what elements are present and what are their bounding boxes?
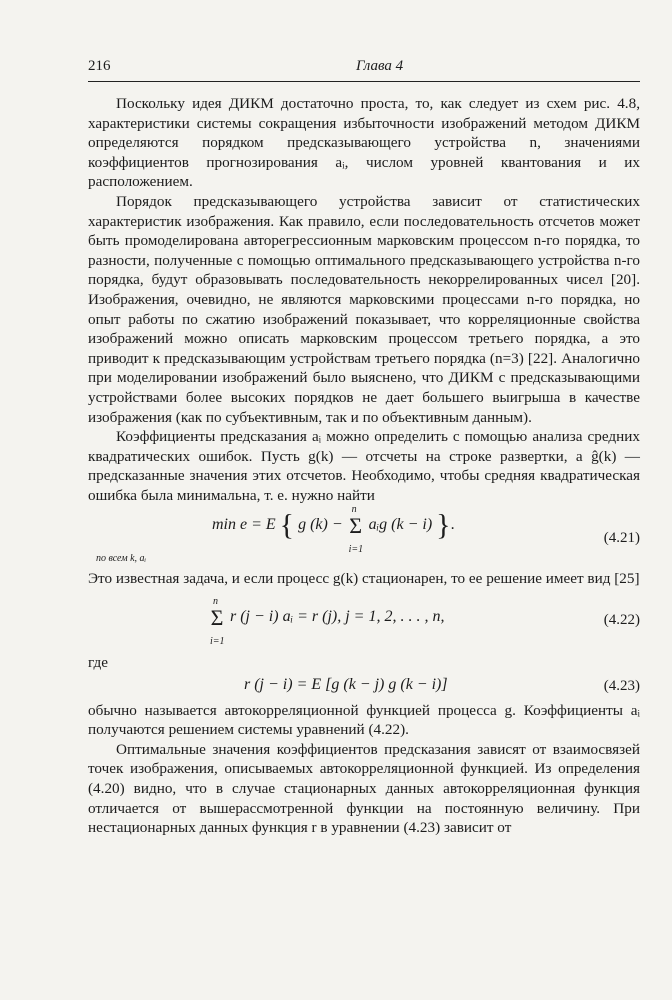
book-page [88, 58, 640, 838]
sum-symbol: Σ n i=1 [347, 516, 365, 536]
paragraph-last: Оптимальные значения коэффициентов предсказания зависят от взаимосвязей точек изображения, описываемых автокорреляционной функцией. Из определения (4.20) видно, что в случае стационарных данных автокорреляционная функция отличается от вышерассмотренной функции на постоянную величину. При нестационарных данных функция r в уравнении (4.23) зависит от [88, 740, 640, 837]
equation-4-22-body [208, 595, 445, 647]
paragraph-2: Порядок предсказывающего устройства зависит от статистических характеристик изображения. Как правило, если последовательность отсчетов может быть промоделирована авторегрессионным марковским процессом n-го порядка, то разности, полученные с помощью оптимального предсказывающего устройства n-го порядка, будут образовывать последовательность некоррелированных чисел [20]. Изображения, очевидно, не являются марковскими процессами n-го порядка, но опыт работы по сжатию изображений показывает, что корреляционные свойства изображений можно описать марковским процессом третьего порядка, а это приводит к предсказывающим устройствам третьего порядка (n=3) [22]. Аналогично при моделировании изображений было выяснено, что ДИКМ с предсказывающими устройствами более высоких порядков не дает большего выигрыша в качестве изображения (как по субъективным, так и по объективным данным). [88, 192, 640, 426]
page-number: 216 [88, 58, 111, 74]
equation-4-21-body: min e = E { g (k) − Σ n i=1 aᵢg (k − i) }. [212, 515, 455, 535]
eq421-g: g (k) − [298, 516, 347, 534]
sum-top: n [351, 504, 357, 515]
right-brace: } [436, 509, 451, 542]
sum-bottom: i=1 [210, 635, 225, 647]
min-subscript: по всем k, aᵢ [96, 553, 147, 565]
eq421-term: aᵢg (k − i) [368, 516, 433, 534]
body-text [88, 94, 640, 838]
sum-symbol: Σ n i=1 [208, 608, 226, 628]
left-brace: { [279, 509, 295, 542]
eq422-expr: r (j − i) aᵢ = r (j), j = 1, 2, . . . , n, [230, 608, 445, 626]
page-header [88, 58, 640, 80]
equation-4-21 [88, 505, 640, 569]
paragraph-after-4-23: обычно называется автокорреляционной функцией процесса g. Коэффициенты aᵢ получаются решением системы уравнений (4.22). [88, 701, 640, 739]
equation-number-4-23: (4.23) [603, 677, 640, 694]
paragraph-after-4-21: Это известная задача, и если процесс g(k) стационарен, то ее решение имеет вид [25] [88, 570, 640, 588]
sum-top: n [213, 595, 218, 607]
equation-4-23-body: r (j − i) = E [g (k − j) g (k − i)] [244, 675, 448, 693]
eq421-lhs: min e = E [212, 516, 276, 534]
gde-word: где [88, 654, 108, 672]
paragraph-3: Коэффициенты предсказания aᵢ можно определить с помощью анализа средних квадратических ошибок. Пусть g(k) — отсчеты на строке развертки, а ĝ(k) — предсказанные значения этих отсчетов. Необходимо, чтобы средняя квадратическая ошибка была минимальна, т. е. нужно найти [88, 428, 640, 504]
paragraph-1: Поскольку идея ДИКМ достаточно проста, то, как следует из схем рис. 4.8, характеристики системы сокращения избыточности изображений методом ДИКМ определяются порядком предсказывающего устройства n, значениями коэффициентов прогнозирования aᵢ, числом уровней квантования и их расположением. [88, 95, 640, 191]
sum-bottom: i=1 [348, 544, 364, 555]
equation-number-4-22: (4.22) [603, 612, 640, 629]
equation-4-23 [88, 673, 640, 701]
running-head: Глава 4 [356, 58, 404, 74]
equation-4-22 [88, 589, 640, 653]
header-rule [88, 81, 640, 82]
equation-number-4-21: (4.21) [603, 530, 640, 547]
